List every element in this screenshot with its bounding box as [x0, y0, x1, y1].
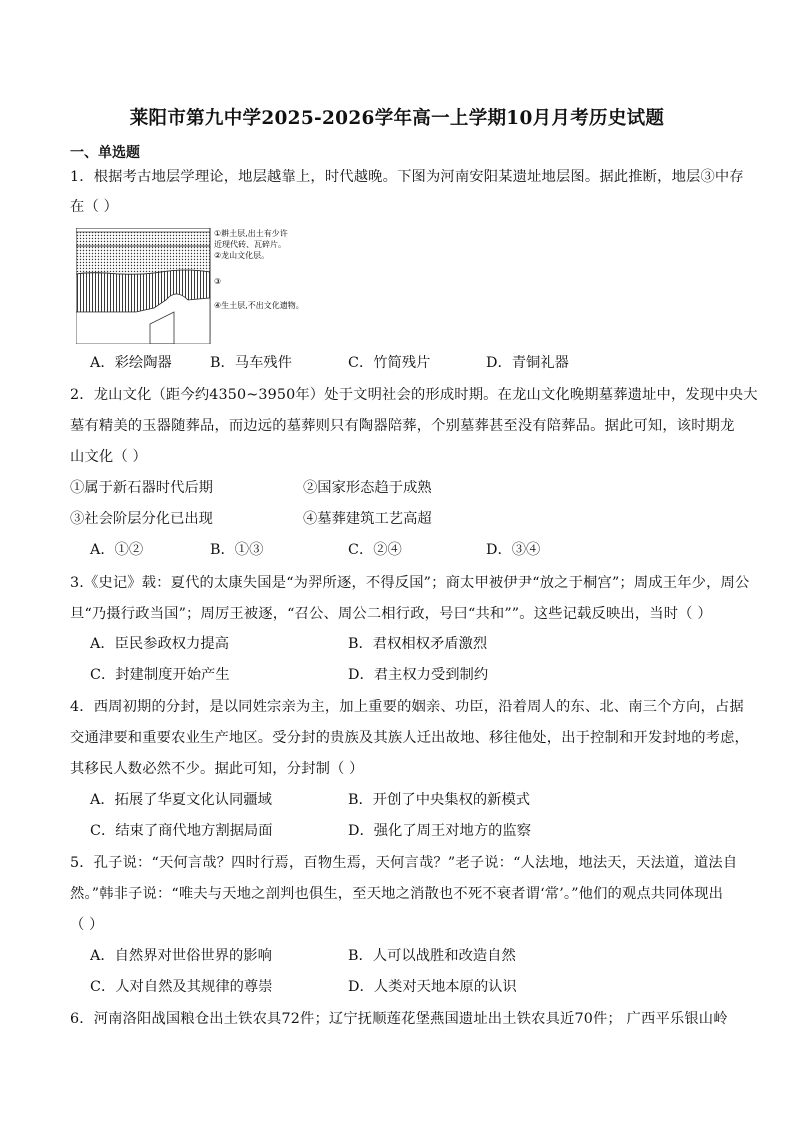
q4-line3: 其移民人数必然不少。据此可知，分封制（ ）: [70, 761, 364, 777]
q2-item-3: ③社会阶层分化已出现: [70, 511, 213, 527]
q5-option-a[interactable]: A．自然界对世俗世界的影响: [90, 948, 272, 964]
q2-line2: 墓有精美的玉器随葬品，而边远的墓葬则只有陶器陪葬，个别墓葬甚至没有陪葬品。据此可知，该时期龙: [70, 418, 735, 434]
q3-option-b[interactable]: B．君权相权矛盾激烈: [348, 636, 488, 652]
q5-option-b[interactable]: B．人可以战胜和改造自然: [348, 948, 516, 964]
q2-option-c[interactable]: C．②④: [348, 542, 402, 558]
q1-line1: 1．根据考古地层学理论，地层越靠上，时代越晚。下图为河南安阳某遗址地层图。据此推断，地层③中存: [70, 169, 744, 185]
q1-option-c[interactable]: C．竹简残片: [348, 355, 431, 371]
q2-option-a[interactable]: A．①②: [90, 542, 144, 558]
q2-item-1: ①属于新石器时代后期: [70, 480, 213, 496]
q2-line3: 山文化（ ）: [70, 449, 147, 465]
figure-note-4: ③: [214, 277, 222, 286]
figure-note-5: ④生土层,不出文化遗物。: [214, 301, 304, 310]
figure-note-2: 近现代砖、瓦碎片。: [214, 240, 286, 249]
q3-line2: 旦“乃摄行政当国”；周厉王被逐，“召公、周公二相行政，号曰“共和””。这些记载反映出，当时（ ）: [70, 606, 712, 622]
q5-line3: （ ）: [70, 917, 104, 933]
q5-line1: 5．孔子说：“天何言哉？四时行焉，百物生焉，天何言哉？”老子说：“人法地，地法天，天法道，道法自: [70, 855, 738, 871]
q4-line2: 交通津要和重要农业生产地区。受分封的贵族及其族人迁出故地、移往他处，出于控制和开发封地的考虑，: [70, 730, 749, 746]
q2-item-2: ②国家形态趋于成熟: [303, 480, 432, 496]
q4-option-a[interactable]: A．拓展了华夏文化认同疆域: [90, 792, 272, 808]
figure-note-3: ②龙山文化层。: [214, 251, 270, 260]
q3-option-d[interactable]: D．君主权力受到制约: [348, 667, 489, 683]
section-heading: 一、单选题: [70, 145, 140, 161]
q3-option-c[interactable]: C．封建制度开始产生: [90, 667, 230, 683]
q3-option-a[interactable]: A．臣民参政权力提高: [90, 636, 229, 652]
figure-note-1: ①耕土层,出土有少许: [214, 229, 288, 238]
q4-line1: 4．西周初期的分封，是以同姓宗亲为主，加上重要的姻亲、功臣，沿着周人的东、北、南三个方向，占据: [70, 699, 744, 715]
q2-option-d[interactable]: D．③④: [486, 542, 541, 558]
q5-line2: 然。”韩非子说：“唯夫与天地之剖判也俱生，至天地之消散也不死不衰者谓‘常’。”他们的观点共同体现出: [70, 886, 724, 902]
q5-option-d[interactable]: D．人类对天地本原的认识: [348, 979, 517, 995]
q2-line1: 2．龙山文化（距今约4350~3950年）处于文明社会的形成时期。在龙山文化晚期墓葬遗址中，发现中央大: [70, 387, 758, 403]
q4-option-c[interactable]: C．结束了商代地方割据局面: [90, 823, 273, 839]
q1-option-a[interactable]: A．彩绘陶器: [90, 355, 172, 371]
q1-line2: 在（ ）: [70, 199, 119, 215]
layer-1: [76, 232, 210, 246]
q1-option-b[interactable]: B．马车残件: [210, 355, 292, 371]
q4-option-d[interactable]: D．强化了周王对地方的监察: [348, 823, 532, 839]
q4-option-b[interactable]: B．开创了中央集权的新模式: [348, 792, 531, 808]
page-title: 莱阳市第九中学2025-2026学年高一上学期10月月考历史试题: [129, 108, 665, 129]
q2-option-b[interactable]: B．①③: [210, 542, 264, 558]
q2-item-4: ④墓葬建筑工艺高超: [303, 511, 432, 527]
q6-line1: 6．河南洛阳战国粮仓出土铁农具72件；辽宁抚顺莲花堡燕国遗址出土铁农具近70件； 广西平乐银山岭: [70, 1011, 728, 1027]
q3-line1: 3.《史记》载：夏代的太康失国是“为羿所逐，不得反国”；商太甲被伊尹“放之于桐宫”；周成王年少，周公: [70, 575, 750, 591]
q5-option-c[interactable]: C．人对自然及其规律的尊崇: [90, 979, 273, 995]
stratigraphy-figure: [76, 228, 316, 344]
q1-option-d[interactable]: D．青铜礼器: [486, 355, 569, 371]
